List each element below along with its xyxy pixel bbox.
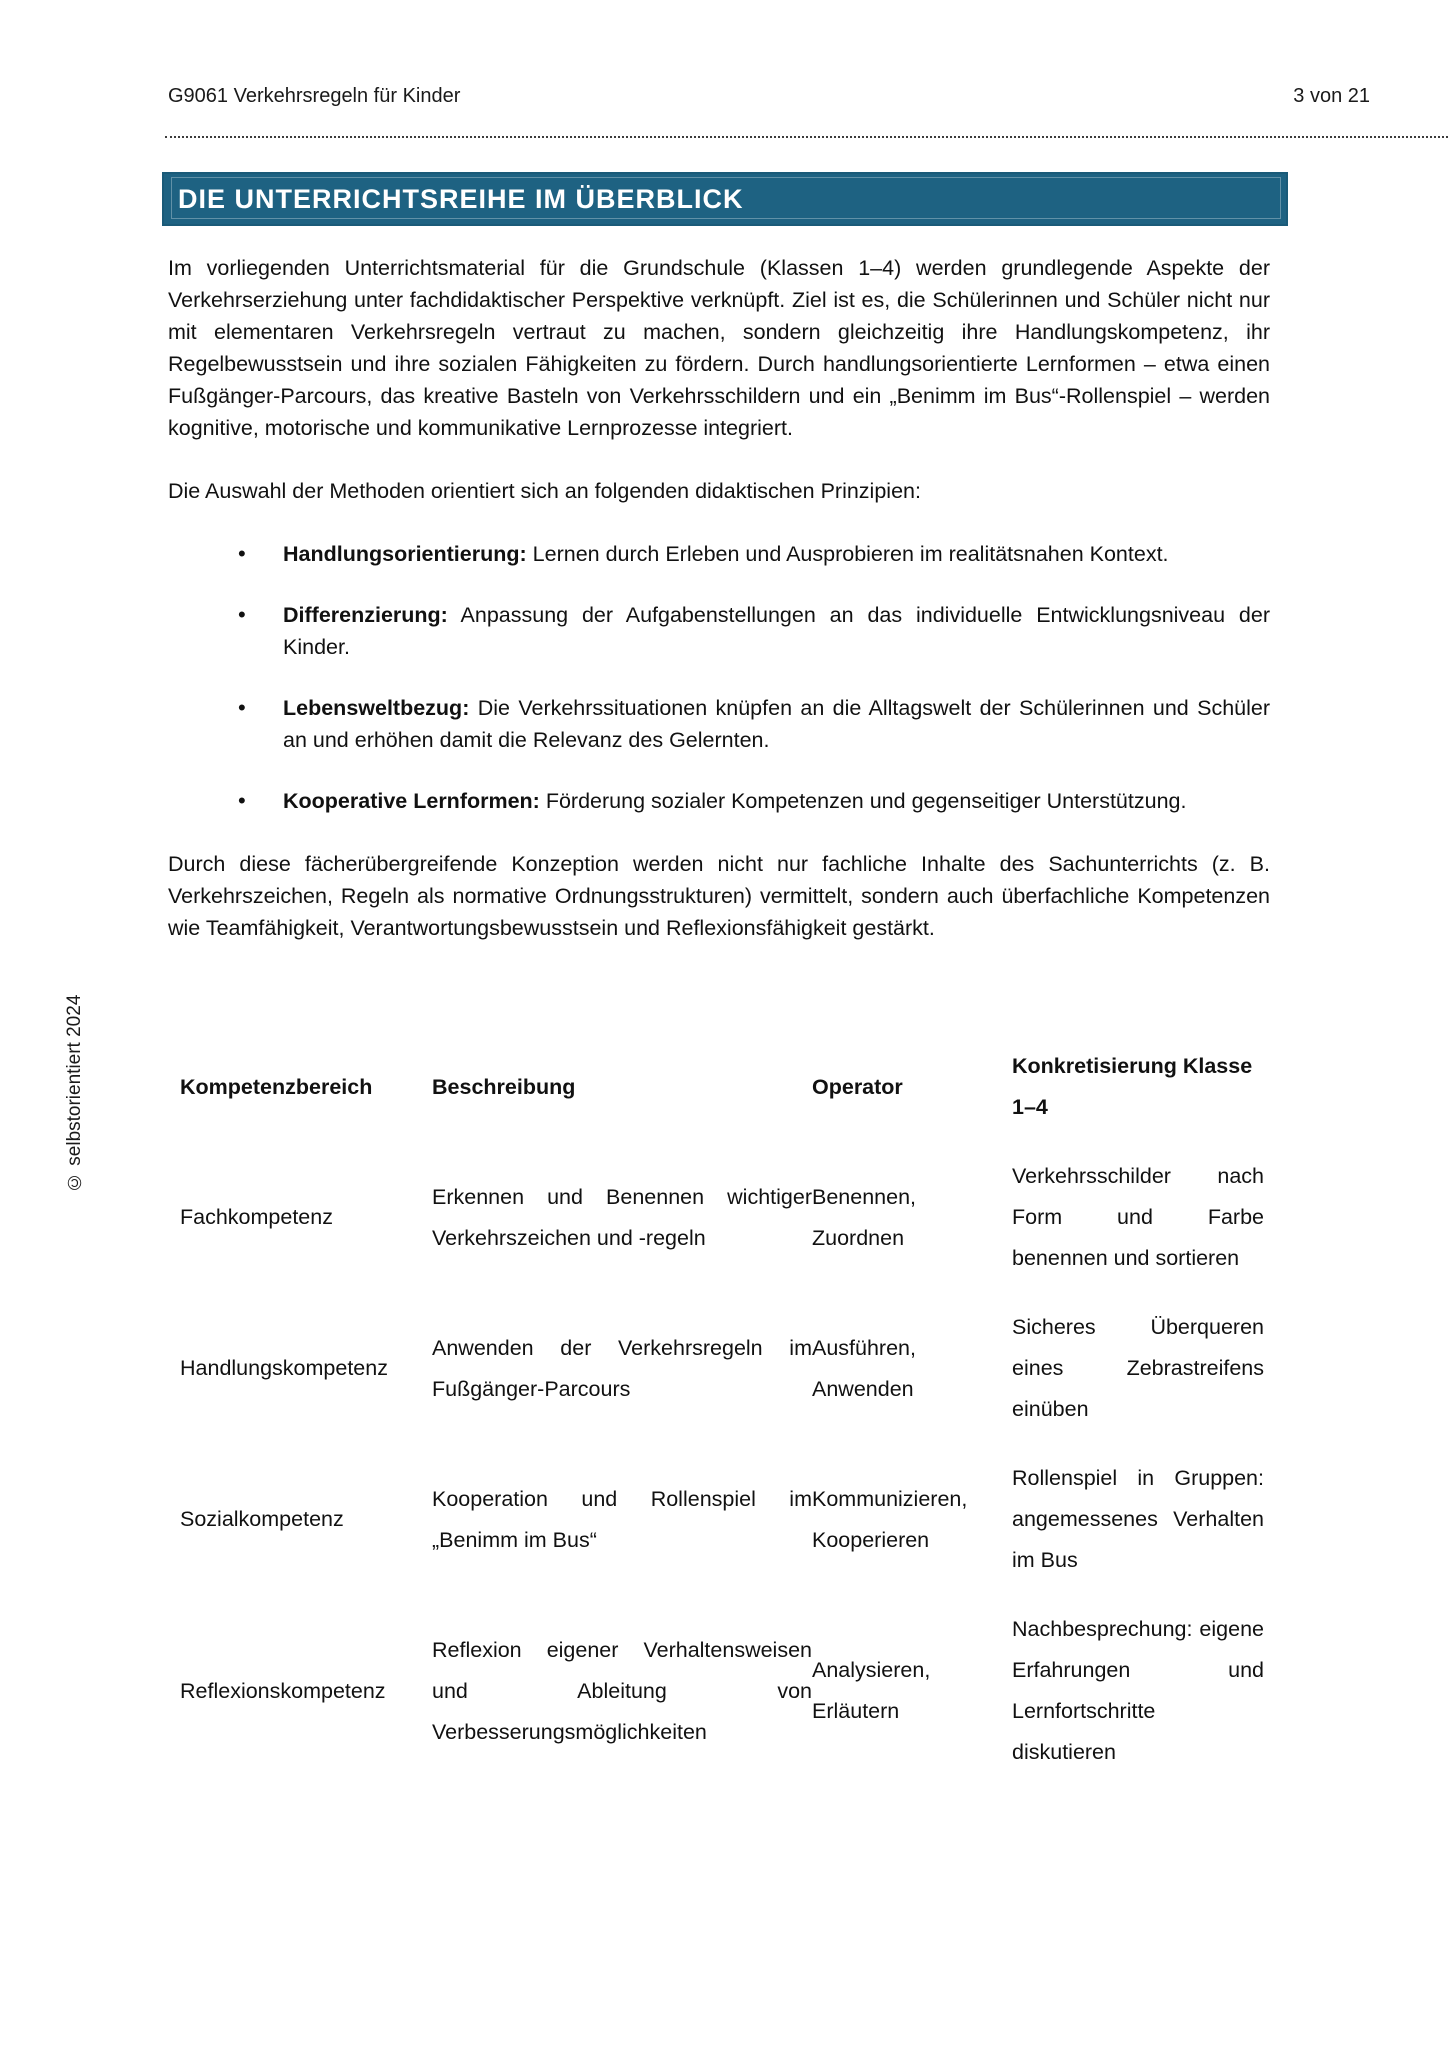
- section-title: DIE UNTERRICHTSREIHE IM ÜBERBLICK: [178, 183, 744, 214]
- cell-operator: Analysieren, Erläutern: [812, 1658, 931, 1723]
- table-row: [180, 1444, 1264, 1595]
- principle-label: Kooperative Lernformen:: [283, 789, 540, 813]
- list-item: [168, 692, 1270, 756]
- cell-beschreibung: Reflexion eigener Verhaltensweisen und Ableitung von Verbesserungsmöglichkeiten: [432, 1637, 812, 1744]
- methods-intro-paragraph: Die Auswahl der Methoden orientiert sich an folgenden didaktischen Prinzipien:: [168, 479, 921, 503]
- running-header: [168, 84, 1370, 108]
- list-item: [168, 785, 1270, 817]
- column-header-beschreibung: Beschreibung: [432, 1074, 576, 1099]
- cell-kompetenzbereich: Sozialkompetenz: [180, 1507, 344, 1531]
- column-header-kompetenzbereich: Kompetenzbereich: [180, 1074, 373, 1099]
- cell-operator: Kommunizieren, Kooperieren: [812, 1486, 968, 1552]
- page-number: 3 von 21: [1293, 85, 1370, 107]
- cell-konkretisierung: Sicheres Überqueren eines Zebrastreifens einüben: [1012, 1315, 1264, 1421]
- cell-beschreibung: Erkennen und Benennen wichtiger Verkehrszeichen und -regeln: [432, 1184, 812, 1250]
- header-divider: [165, 136, 1448, 138]
- cell-kompetenzbereich: Fachkompetenz: [180, 1205, 333, 1229]
- list-item: [168, 538, 1270, 570]
- principle-text: Lernen durch Erleben und Ausprobieren im realitätsnahen Kontext.: [532, 542, 1169, 566]
- cell-konkretisierung: Rollenspiel in Gruppen: angemessenes Verhalten im Bus: [1012, 1466, 1264, 1572]
- cell-operator: Benennen, Zuordnen: [812, 1184, 917, 1250]
- section-banner: [162, 172, 1288, 226]
- table-row: [180, 1142, 1264, 1293]
- conclusion-paragraph: Durch diese fächerübergreifende Konzeption werden nicht nur fachliche Inhalte des Sachunterrichts (z. B. Verkehrszeichen, Regeln als normative Ordnungsstrukturen) vermittelt, sondern auch überfachliche Kompetenzen wie Teamfähigkeit, Verantwortungsbewusstsein und Reflexionsfähigkeit gestärkt.: [168, 852, 1270, 940]
- column-header-konkretisierung: Konkretisierung Klasse 1–4: [1012, 1054, 1253, 1119]
- table-header-row: [180, 1032, 1264, 1142]
- intro-paragraph: Im vorliegenden Unterrichtsmaterial für die Grundschule (Klassen 1–4) werden grundlegende Aspekte der Verkehrserziehung unter fachdidaktischer Perspektive verknüpft. Ziel ist es, die Schülerinnen und Schüler nicht nur mit elementaren Verkehrsregeln vertraut zu machen, sondern gleichzeitig ihre Handlungskompetenz, ihr Regelbewusstsein und ihre sozialen Fähigkeiten zu fördern. Durch handlungsorientierte Lernformen – etwa einen Fußgänger-Parcours, das kreative Basteln von Verkehrsschildern und ein „Benimm im Bus“-Rollenspiel – werden kognitive, motorische und kommunikative Lernprozesse integriert.: [168, 256, 1270, 440]
- principle-label: Differenzierung:: [283, 603, 448, 627]
- table-row: [180, 1595, 1264, 1787]
- principle-text: Die Verkehrssituationen knüpfen an die Alltagswelt der Schülerinnen und Schüler an und erhöhen damit die Relevanz des Gelernten.: [283, 696, 1270, 752]
- cell-konkretisierung: Verkehrsschilder nach Form und Farbe benennen und sortieren: [1012, 1164, 1264, 1270]
- copyright-vertical-text: © selbstorientiert 2024: [64, 994, 85, 1192]
- cell-beschreibung: Anwenden der Verkehrsregeln im Fußgänger-Parcours: [432, 1335, 812, 1401]
- cell-operator: Ausführen, Anwenden: [812, 1335, 916, 1401]
- cell-kompetenzbereich: Reflexionskompetenz: [180, 1678, 386, 1703]
- table-row: [180, 1293, 1264, 1444]
- didactic-principles-list: [168, 538, 1270, 817]
- body-content: [168, 252, 1270, 1787]
- column-header-operator: Operator: [812, 1074, 903, 1099]
- principle-text: Anpassung der Aufgabenstellungen an das individuelle Entwicklungsniveau der Kinder.: [283, 603, 1270, 659]
- list-item: [168, 599, 1270, 663]
- principle-label: Handlungsorientierung:: [283, 542, 527, 566]
- competence-table: [180, 1032, 1264, 1787]
- principle-label: Lebensweltbezug:: [283, 696, 470, 720]
- document-code: G9061 Verkehrsregeln für Kinder: [168, 85, 461, 107]
- principle-text: Förderung sozialer Kompetenzen und gegenseitiger Unterstützung.: [545, 789, 1187, 813]
- cell-kompetenzbereich: Handlungskompetenz: [180, 1356, 388, 1380]
- cell-konkretisierung: Nachbesprechung: eigene Erfahrungen und Lernfortschritte diskutieren: [1012, 1617, 1264, 1764]
- cell-beschreibung: Kooperation und Rollenspiel im „Benimm im Bus“: [432, 1486, 812, 1552]
